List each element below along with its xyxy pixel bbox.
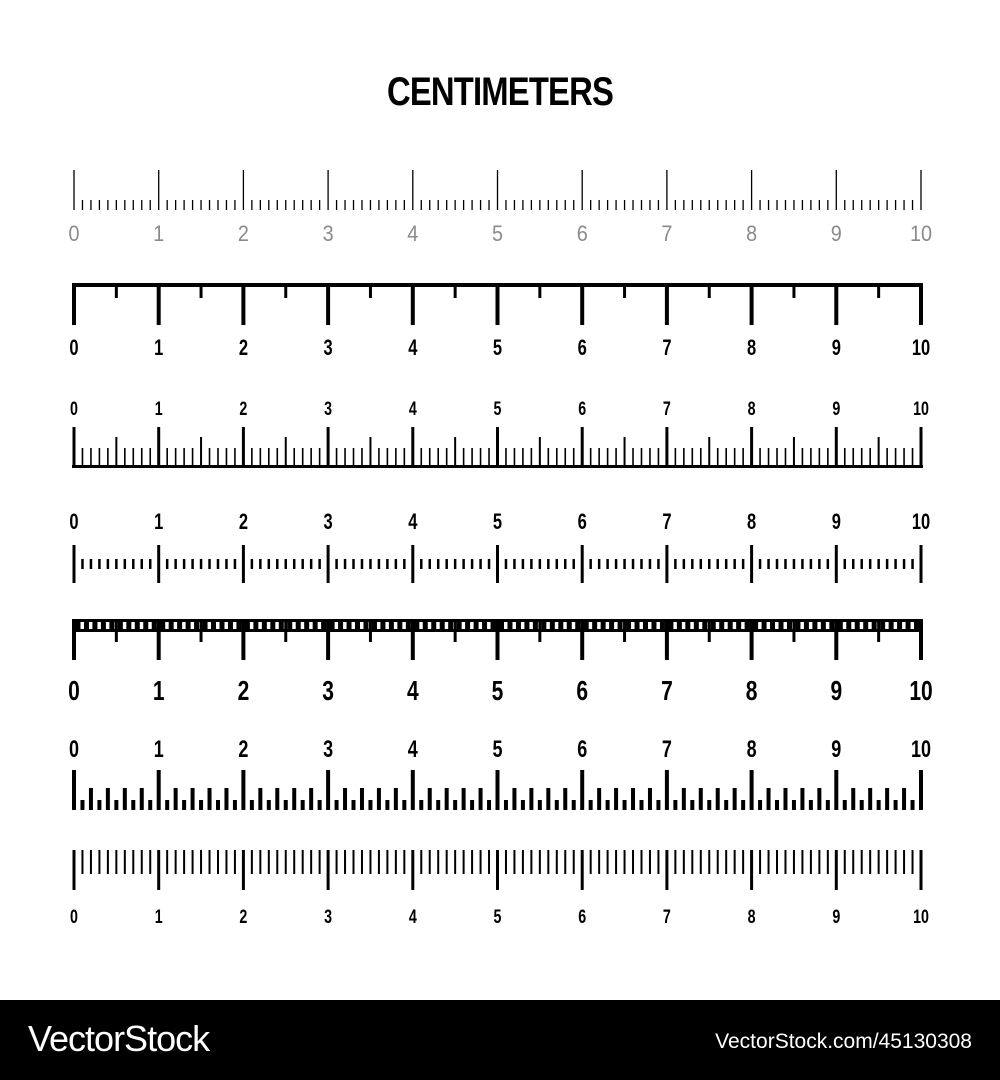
film-square	[779, 622, 784, 629]
film-square	[685, 622, 690, 629]
film-square	[592, 622, 597, 629]
cm-label: 10	[909, 676, 933, 707]
cm-label: 8	[747, 906, 756, 928]
cm-label: 2	[238, 509, 248, 535]
film-square	[126, 622, 131, 629]
cm-label: 9	[830, 222, 842, 247]
film-square	[406, 622, 411, 629]
cm-label: 7	[662, 906, 671, 928]
cm-label: 7	[662, 335, 672, 361]
film-square	[152, 622, 157, 629]
cm-label: 3	[322, 222, 334, 247]
cm-label: 5	[491, 222, 504, 247]
cm-label: 4	[408, 906, 417, 928]
cm-label: 0	[69, 509, 79, 535]
ruler-3-bottom-bar	[70, 398, 929, 468]
cm-label: 9	[831, 335, 841, 361]
cm-label: 1	[154, 398, 163, 420]
cm-label: 7	[661, 222, 673, 247]
film-square	[533, 622, 538, 629]
film-square	[855, 622, 860, 629]
cm-label: 1	[154, 509, 164, 535]
film-square	[618, 622, 623, 629]
cm-label: 0	[68, 736, 80, 763]
film-square	[236, 622, 241, 629]
cm-label: 1	[154, 906, 163, 928]
film-square	[812, 622, 817, 629]
film-square	[186, 622, 191, 629]
film-square	[347, 622, 352, 629]
film-square	[694, 622, 699, 629]
film-square	[169, 622, 174, 629]
page-title: CENTIMETERS	[386, 70, 614, 114]
film-square	[702, 622, 707, 629]
film-square	[431, 622, 436, 629]
cm-label: 4	[408, 335, 418, 361]
film-square	[524, 622, 529, 629]
cm-label: 3	[324, 906, 333, 928]
cm-label: 4	[408, 509, 418, 535]
cm-label: 6	[577, 736, 588, 763]
film-square	[135, 622, 140, 629]
film-square	[753, 622, 758, 629]
film-square	[846, 622, 851, 629]
cm-label: 3	[324, 398, 333, 420]
film-square	[448, 622, 453, 629]
ruler-6-alternating	[69, 737, 931, 810]
cm-label: 10	[909, 222, 933, 247]
cm-label: 10	[911, 335, 931, 361]
film-square	[601, 622, 606, 629]
film-square	[516, 622, 521, 629]
cm-label: 2	[237, 222, 249, 247]
film-square	[872, 622, 877, 629]
cm-label: 10	[911, 509, 931, 535]
film-square	[338, 622, 343, 629]
cm-label: 8	[747, 509, 757, 535]
cm-label: 0	[68, 222, 80, 247]
cm-label: 9	[832, 906, 841, 928]
film-square	[118, 622, 123, 629]
film-square	[423, 622, 428, 629]
film-square	[711, 622, 716, 629]
film-square	[719, 622, 724, 629]
film-square	[92, 622, 97, 629]
cm-label: 6	[577, 509, 587, 535]
film-square	[635, 622, 640, 629]
cm-label: 9	[831, 736, 842, 763]
film-square	[660, 622, 665, 629]
film-square	[363, 622, 368, 629]
cm-label: 1	[154, 335, 164, 361]
cm-label: 4	[407, 222, 419, 247]
film-square	[270, 622, 275, 629]
film-square	[550, 622, 555, 629]
film-square	[491, 622, 496, 629]
film-square	[541, 622, 546, 629]
film-square	[889, 622, 894, 629]
film-square	[474, 622, 479, 629]
film-square	[457, 622, 462, 629]
film-square	[287, 622, 292, 629]
film-square	[245, 622, 250, 629]
cm-label: 2	[237, 676, 250, 707]
film-square	[584, 622, 589, 629]
cm-label: 10	[910, 736, 932, 763]
ruler-4-centered	[69, 510, 930, 583]
cm-label: 10	[913, 906, 929, 928]
film-square	[304, 622, 309, 629]
cm-label: 9	[830, 676, 843, 707]
cm-label: 6	[576, 676, 589, 707]
film-square	[745, 622, 750, 629]
cm-label: 0	[70, 906, 78, 928]
cm-label: 2	[238, 736, 249, 763]
ruler-5-film-bar	[68, 619, 933, 707]
film-square	[253, 622, 258, 629]
film-square	[643, 622, 648, 629]
cm-label: 3	[323, 736, 334, 763]
film-square	[440, 622, 445, 629]
cm-label: 9	[832, 398, 841, 420]
film-square	[897, 622, 902, 629]
cm-label: 8	[745, 676, 758, 707]
film-square	[380, 622, 385, 629]
film-square	[482, 622, 487, 629]
film-square	[821, 622, 826, 629]
film-square	[838, 622, 843, 629]
film-square	[203, 622, 208, 629]
film-square	[355, 622, 360, 629]
cm-label: 5	[491, 676, 504, 707]
film-square	[795, 622, 800, 629]
film-square	[194, 622, 199, 629]
cm-label: 8	[747, 335, 757, 361]
film-square	[321, 622, 326, 629]
film-square	[728, 622, 733, 629]
cm-label: 8	[747, 398, 756, 420]
cm-label: 2	[239, 398, 248, 420]
cm-label: 1	[153, 736, 164, 763]
film-square	[211, 622, 216, 629]
film-square	[677, 622, 682, 629]
cm-label: 8	[746, 222, 758, 247]
film-square	[507, 622, 512, 629]
film-square	[84, 622, 89, 629]
film-square	[228, 622, 233, 629]
ruler-2-top-bar	[69, 283, 930, 361]
film-square	[313, 622, 318, 629]
cm-label: 0	[70, 398, 78, 420]
film-square	[914, 622, 919, 629]
cm-label: 5	[492, 509, 503, 535]
footer-reference: VectorStock.com/45130308	[715, 1030, 972, 1053]
film-square	[76, 622, 81, 629]
cm-label: 9	[831, 509, 841, 535]
cm-label: 7	[662, 398, 671, 420]
film-square	[829, 622, 834, 629]
cm-label: 4	[406, 676, 419, 707]
cm-label: 1	[152, 676, 165, 707]
film-square	[296, 622, 301, 629]
cm-label: 4	[407, 736, 418, 763]
film-square	[397, 622, 402, 629]
film-square	[465, 622, 470, 629]
film-square	[219, 622, 224, 629]
ruler-7-top-aligned	[70, 850, 929, 928]
cm-label: 7	[661, 736, 672, 763]
film-square	[101, 622, 106, 629]
film-square	[499, 622, 504, 629]
cm-label: 2	[239, 906, 248, 928]
film-square	[770, 622, 775, 629]
cm-label: 6	[576, 222, 588, 247]
cm-label: 5	[493, 398, 502, 420]
film-square	[262, 622, 267, 629]
cm-label: 6	[578, 398, 587, 420]
film-square	[177, 622, 182, 629]
film-square	[762, 622, 767, 629]
footer-brand-logo: VectorStock	[28, 1018, 210, 1059]
cm-label: 0	[68, 676, 80, 707]
film-square	[736, 622, 741, 629]
footer-bar	[0, 1000, 1000, 1080]
cm-label: 7	[662, 509, 672, 535]
cm-label: 3	[323, 335, 333, 361]
film-square	[279, 622, 284, 629]
cm-label: 6	[578, 906, 587, 928]
cm-label: 1	[153, 222, 165, 247]
cm-label: 6	[577, 335, 587, 361]
cm-label: 5	[492, 335, 503, 361]
film-square	[330, 622, 335, 629]
film-square	[626, 622, 631, 629]
film-square	[109, 622, 114, 629]
cm-label: 10	[913, 398, 929, 420]
film-square	[143, 622, 148, 629]
film-square	[906, 622, 911, 629]
film-square	[414, 622, 419, 629]
cm-label: 2	[238, 335, 248, 361]
film-square	[804, 622, 809, 629]
film-square	[668, 622, 673, 629]
cm-label: 7	[661, 676, 673, 707]
cm-label: 3	[322, 676, 334, 707]
film-square	[160, 622, 165, 629]
cm-label: 0	[69, 335, 79, 361]
film-square	[372, 622, 377, 629]
film-square	[863, 622, 868, 629]
film-square	[575, 622, 580, 629]
cm-label: 8	[746, 736, 757, 763]
cm-label: 5	[493, 906, 502, 928]
film-square	[651, 622, 656, 629]
film-square	[567, 622, 572, 629]
ruler-1-thin	[68, 170, 932, 246]
cm-label: 5	[492, 736, 503, 763]
film-square	[609, 622, 614, 629]
film-square	[787, 622, 792, 629]
film-square	[389, 622, 394, 629]
cm-label: 3	[323, 509, 333, 535]
film-square	[880, 622, 885, 629]
film-square	[558, 622, 563, 629]
cm-label: 4	[408, 398, 417, 420]
